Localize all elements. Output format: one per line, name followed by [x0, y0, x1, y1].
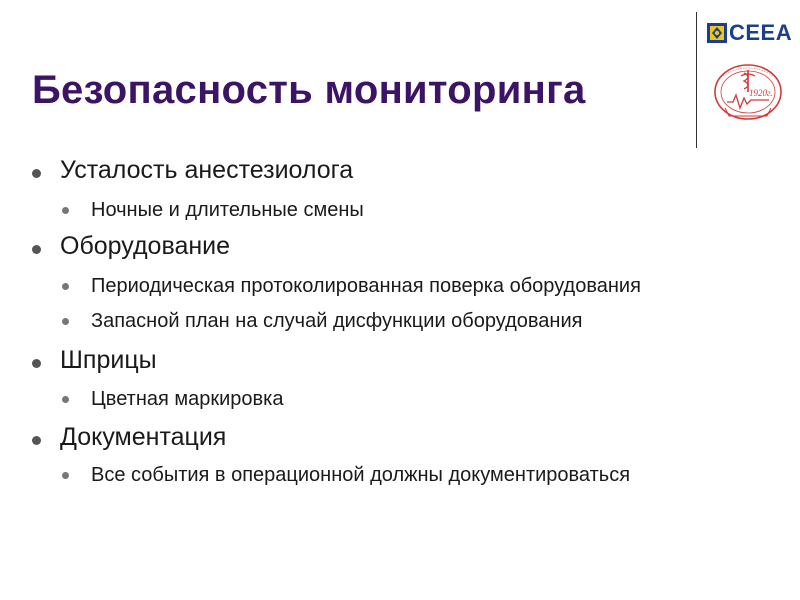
header-divider: [696, 12, 697, 148]
subitem-label: Цветная маркировка: [91, 388, 284, 410]
ceea-logo: [707, 20, 793, 48]
university-seal-icon: [711, 62, 785, 124]
sub-bullet-dot-icon: [62, 318, 69, 325]
sub-bullet-dot-icon: [62, 283, 69, 290]
bullet-dot-icon: [32, 169, 41, 178]
sub-bullet-dot-icon: [62, 207, 69, 214]
seal-year: 1920г.: [749, 88, 773, 98]
bullet-dot-icon: [32, 359, 41, 368]
sub-bullet-dot-icon: [62, 472, 69, 479]
ceea-logo-text: CEEA: [729, 20, 793, 45]
ceea-emblem-icon: [707, 23, 727, 43]
section-label: Документация: [60, 423, 227, 451]
slide-title: Безопасность мониторинга: [32, 68, 586, 112]
subitem-label: Периодическая протоколированная поверка оборудования: [91, 275, 641, 297]
subitem-label: Ночные и длительные смены: [91, 199, 364, 221]
sub-bullet-dot-icon: [62, 396, 69, 403]
section-label: Оборудование: [60, 232, 231, 260]
bullet-dot-icon: [32, 436, 41, 445]
section-label: Усталость анестезиолога: [60, 156, 354, 184]
subitem-label: Все события в операционной должны документироваться: [91, 464, 631, 486]
bullet-dot-icon: [32, 245, 41, 254]
subitem-label: Запасной план на случай дисфункции оборудования: [91, 310, 583, 332]
section-label: Шприцы: [60, 346, 157, 374]
